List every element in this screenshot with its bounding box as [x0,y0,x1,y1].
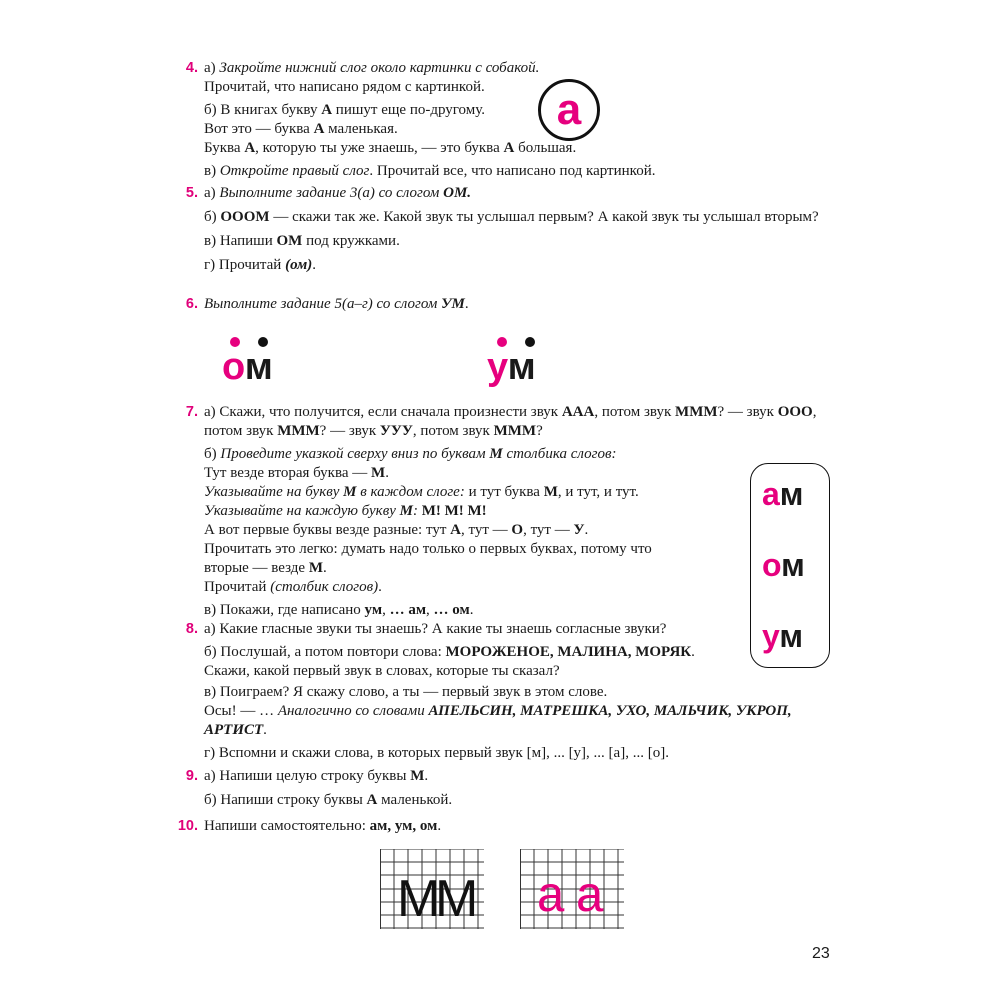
text: Буква [204,140,245,156]
text: . [378,579,382,595]
bold-words: АРТИСТ [204,722,264,738]
task-8-continued [204,683,830,767]
letter-a-circle: а [538,79,600,141]
text: вторые — везде [204,560,309,576]
text: . [437,818,442,834]
bold-letter: А [503,140,515,156]
instruction-italic: Закройте нижний слог около картинки с собакой. [219,60,540,76]
bold-letter: М [371,465,386,481]
vowel-letter: а [762,476,780,512]
bold-letter: А [450,522,461,538]
bold-letter: А [244,140,256,156]
text: в) Поиграем? Я скажу слово, а ты — первый звук в этом слове. [204,684,608,700]
item-label: а) [204,185,220,201]
text: пишут еще по-другому. [332,102,486,118]
text: А вот первые буквы везде разные: тут [204,522,451,538]
text: , потом звук [594,404,676,420]
bold-letter: М [308,560,324,576]
text: Скажи, какой первый звук в словах, которые ты сказал? [204,663,560,679]
bold-syllable: ОМ [276,233,303,249]
bold-words: МОРОЖЕНОЕ, МАЛИНА, МОРЯК [445,644,692,660]
grid-letter-a: а [575,870,606,927]
text: ? [536,423,543,439]
task-8 [185,620,744,685]
text: . [464,296,469,312]
vowel-letter: у [762,618,780,654]
text: . [691,644,695,660]
text: ? — звук [319,423,380,439]
instruction-italic: Выполните задание 5(а–г) со слогом [204,296,442,312]
text: потом звук [204,423,278,439]
task-6 [185,295,830,318]
column-syllable-am [762,478,803,510]
item-label: в) [204,163,220,179]
grid-letter-a: а [536,870,567,927]
item-label: б) [204,446,221,462]
bold-syllable: УМ [441,296,465,312]
text: а) Скажи, что получится, если сначала произнести звук [204,404,562,420]
task-number: 10. [177,818,198,834]
grid-letter-m: М [397,870,441,928]
task-number: 8. [185,621,198,637]
text: в) Покажи, где написано [204,602,365,618]
consonant-letter: м [781,547,805,583]
text: , тут — [460,522,512,538]
text: — скажи так же. Какой звук ты услышал первым? А какой звук ты услышал вторым? [269,209,819,225]
text: . [323,560,327,576]
bold-letters: М! М! М! [417,503,487,519]
bold-syllables: ам, ум, ом [369,818,438,834]
vowel-letter: о [762,547,782,583]
text: . [263,722,267,738]
bold-letter: А [366,792,378,808]
text: Прочитать это легко: думать надо только о первых буквах, потому что [204,541,652,557]
bold-letter: М [410,768,425,784]
vowel-letter: о [222,346,245,388]
text: Напиши самостоятельно: [204,818,370,834]
bold-letter: А [313,121,325,137]
text: большая. [514,140,577,156]
item-label: а) [204,60,220,76]
text: маленькой. [377,792,453,808]
bold-syllable: (ом) [285,257,313,273]
page-number: 23 [812,945,830,962]
consonant-letter: м [244,346,273,388]
text: б) В книгах букву [204,102,322,118]
task-number: 9. [185,768,198,784]
text: и тут буква [464,484,544,500]
bold-sound: УУУ [379,423,413,439]
instruction-italic: (столбик слогов) [270,579,379,595]
instruction-italic: Указывайте на букву [204,484,344,500]
text: , [382,602,390,618]
bold-sound: МММ [277,423,320,439]
text: в) Напиши [204,233,277,249]
task-4 [185,59,830,185]
task-number: 7. [185,404,198,420]
vowel-letter: у [487,346,508,388]
bold-syllable: ОМ. [443,185,472,201]
consonant-letter: м [507,346,536,388]
text: , тут — [523,522,574,538]
instruction-italic: Откройте правый слог [219,163,370,179]
text: Осы! — … [204,703,278,719]
bold-syllable: … ам [389,602,427,618]
column-syllable-om [762,549,805,581]
task-number: 6. [185,296,198,312]
instruction-italic: Аналогично со словами [277,703,429,719]
bold-sound: МММ [675,404,718,420]
bold-letter: М [343,484,357,500]
text: . [424,768,429,784]
task-9 [185,767,830,814]
text: , [812,404,817,420]
text: маленькая. [324,121,398,137]
bold-sound: ААА [561,404,595,420]
text: , [426,602,434,618]
task-number: 5. [185,185,198,201]
bold-syllable: ум [364,602,383,618]
text: г) Прочитай [204,257,286,273]
instruction-italic: в каждом слоге: [356,484,465,500]
text: , которую ты уже знаешь, — это буква [255,140,504,156]
grid-letter-m: М [435,870,479,928]
task-number: 4. [185,60,198,76]
text: , потом звук [412,423,494,439]
instruction-italic: столбика слогов: [502,446,617,462]
text: Тут везде вторая буква — [204,465,372,481]
bold-letter: О [511,522,524,538]
bold-words: АПЕЛЬСИН, МАТРЕШКА, УХО, МАЛЬЧИК, УКРОП, [428,703,792,719]
task-7 [185,403,830,624]
bold-syllable: ОООМ [220,209,270,225]
bold-letter: М [543,484,558,500]
consonant-letter: м [779,476,804,512]
text: под кружками. [302,233,400,249]
text: а) Какие гласные звуки ты знаешь? А какие ты знаешь согласные звуки? [204,621,667,637]
bold-sound: МММ [493,423,537,439]
item-label: б) [204,209,221,225]
consonant-letter: м [779,618,804,654]
task-10 [177,817,830,840]
bold-syllable: … ом [433,602,470,618]
instruction-text: Прочитай, что написано рядом с картинкой. [204,79,485,95]
text: . [312,257,317,273]
text: Вот это — буква [204,121,314,137]
instruction-italic: Проведите указкой сверху вниз по буквам [220,446,490,462]
text: ? — звук [717,404,778,420]
bold-letter: У [573,522,585,538]
bold-letter: М [399,503,413,519]
text: . [584,522,589,538]
writing-grid-m [380,849,484,929]
writing-grid-a [520,849,624,929]
instruction-italic: Указывайте на каждую букву [204,503,400,519]
instruction-italic: Выполните задание 3(а) со слогом [219,185,444,201]
bold-sound: ООО [777,404,813,420]
column-syllable-um [762,620,803,652]
bold-letter: А [321,102,333,118]
text: . Прочитай все, что написано под картинкой. [369,163,656,179]
text: г) Вспомни и скажи слова, в которых первый звук [м], ... [у], ... [а], ... [о]. [204,745,669,761]
text: а) Напиши целую строку буквы [204,768,411,784]
text: . [385,465,389,481]
text: б) Послушай, а потом повтори слова: [204,644,446,660]
task-5 [185,184,830,279]
bold-letter: М [489,446,503,462]
text: . [469,602,474,618]
syllable-om [222,348,273,386]
text: Прочитай [204,579,271,595]
text: б) Напиши строку буквы [204,792,367,808]
text: , и тут, и тут. [557,484,639,500]
syllable-um [487,348,536,386]
instruction-italic: : [412,503,418,519]
